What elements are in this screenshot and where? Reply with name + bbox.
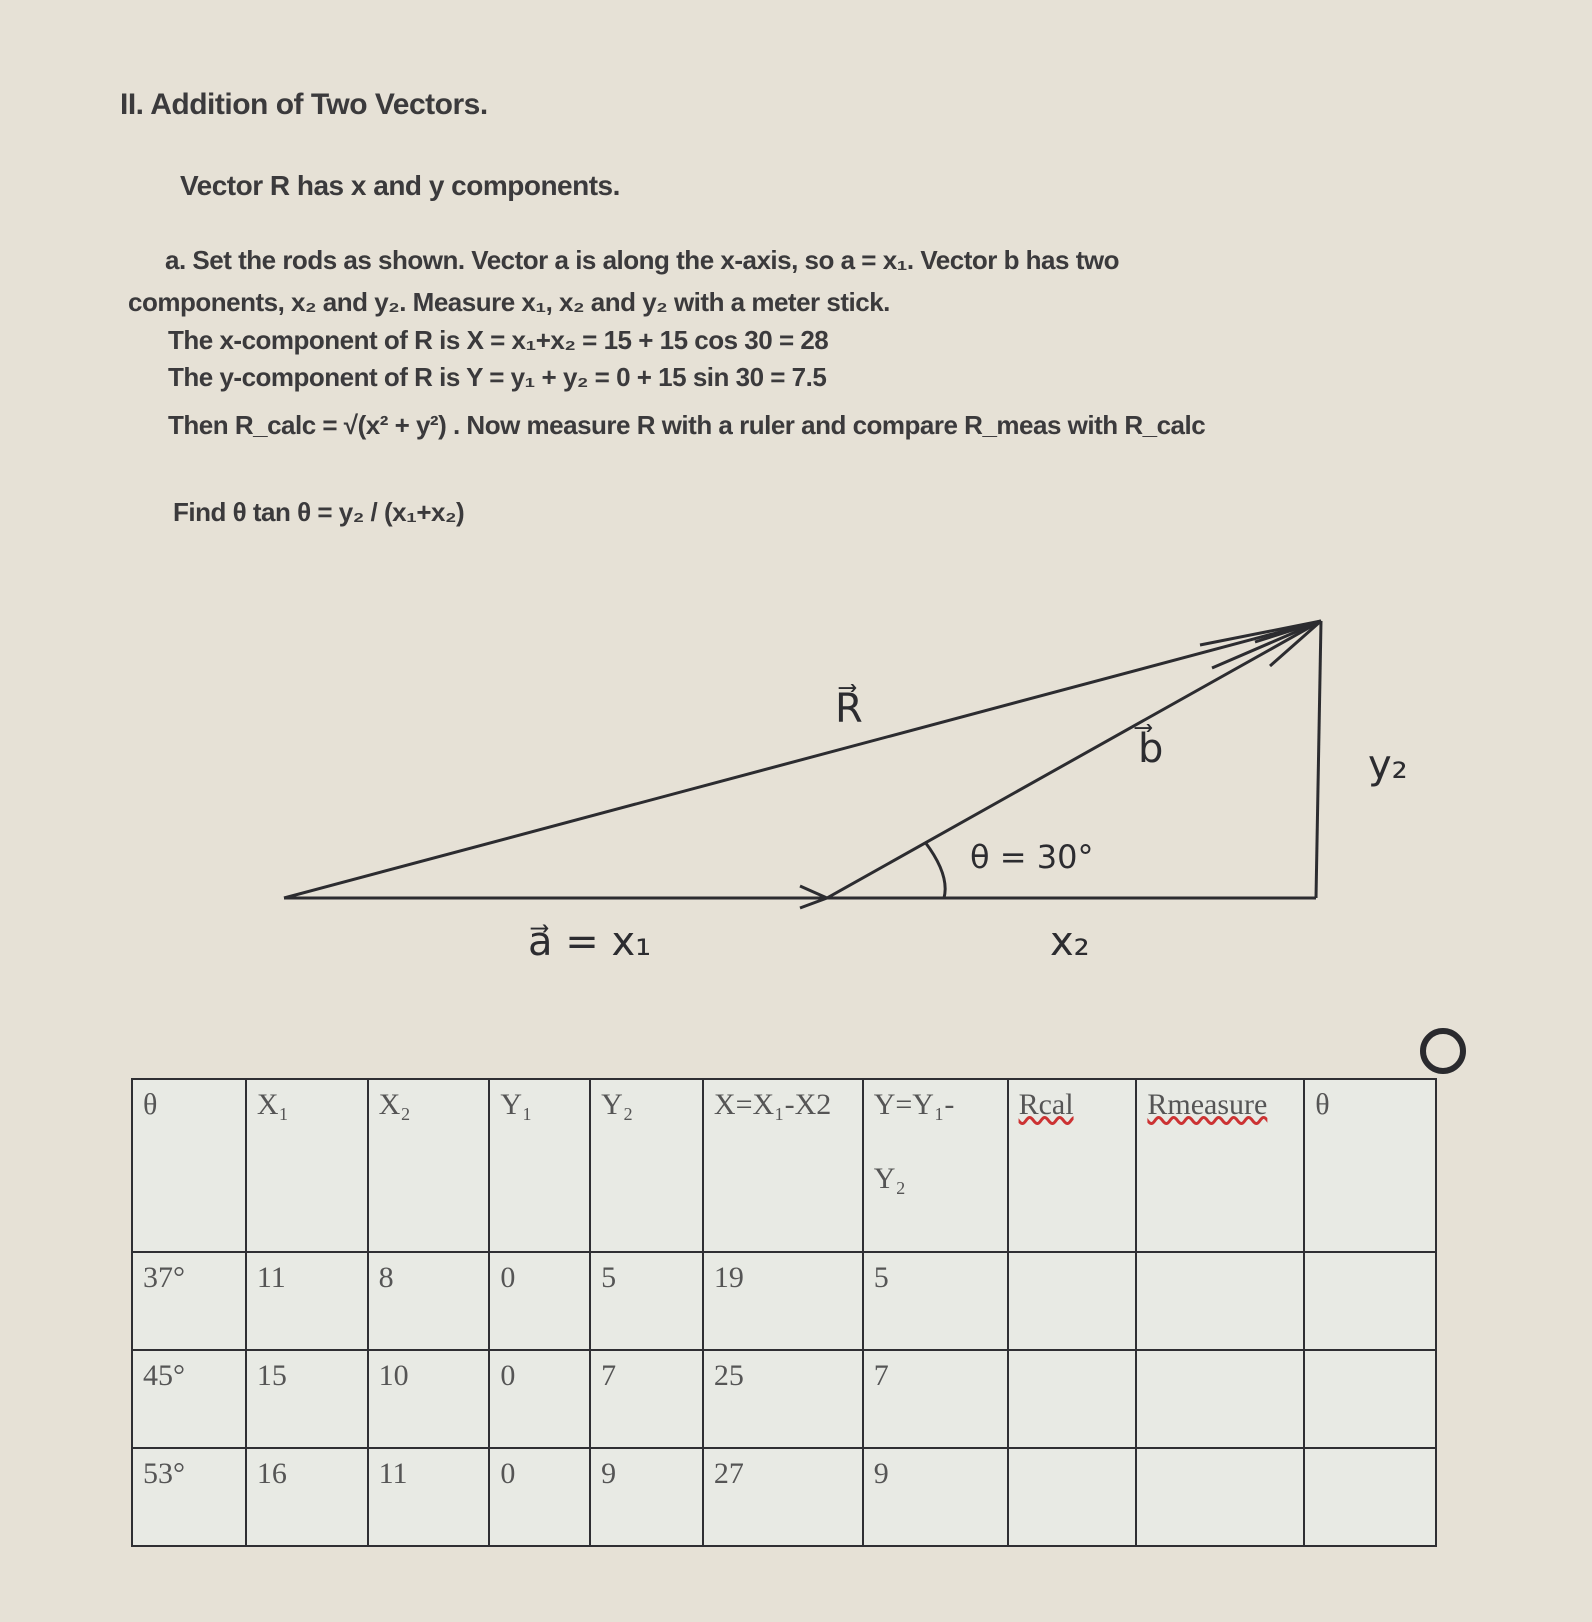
header-cell: X₁ [246, 1079, 368, 1252]
label-theta: θ = 30° [970, 838, 1094, 876]
cell[interactable]: 37° [132, 1252, 246, 1350]
cell[interactable]: 5 [590, 1252, 703, 1350]
cell[interactable]: 9 [590, 1448, 703, 1546]
cell[interactable]: 5 [863, 1252, 1008, 1350]
cell[interactable]: 10 [368, 1350, 490, 1448]
cell[interactable]: 0 [489, 1448, 590, 1546]
subtitle: Vector R has x and y components. [180, 170, 620, 201]
cell[interactable] [1136, 1350, 1304, 1448]
header-cell [1136, 1079, 1304, 1252]
x-component-formula: The x-component of R is X = x₁+x₂ = 15 + 15 cos 30 = 28 [168, 325, 829, 355]
cell[interactable] [1136, 1448, 1304, 1546]
cell[interactable] [1008, 1350, 1137, 1448]
cell[interactable]: 19 [703, 1252, 863, 1350]
cell[interactable]: 16 [246, 1448, 368, 1546]
y2-side [1316, 621, 1321, 898]
label-a: a⃗ = x₁ [528, 919, 652, 965]
label-R: R⃗ [835, 686, 863, 732]
cell[interactable]: 53° [132, 1448, 246, 1546]
header-text-cont: Y₂ [873, 1162, 906, 1195]
cell[interactable]: 11 [368, 1448, 490, 1546]
data-table [131, 1078, 1437, 1547]
header-cell [1008, 1079, 1137, 1252]
header-text: Y=Y₁- [873, 1088, 955, 1121]
header-cell: Y₂ [590, 1079, 703, 1252]
cell[interactable]: 11 [246, 1252, 368, 1350]
cell[interactable] [1008, 1252, 1137, 1350]
vector-R-line [284, 621, 1321, 898]
cell[interactable]: 7 [590, 1350, 703, 1448]
cell[interactable]: 45° [132, 1350, 246, 1448]
cell[interactable]: 0 [489, 1350, 590, 1448]
header-cell: X₂ [368, 1079, 490, 1252]
label-y2: y₂ [1368, 742, 1408, 788]
cell[interactable]: 15 [246, 1350, 368, 1448]
cell[interactable]: 8 [368, 1252, 490, 1350]
header-cell: θ [1304, 1079, 1436, 1252]
cell[interactable] [1304, 1448, 1436, 1546]
theta-arc [925, 842, 945, 898]
cell[interactable] [1304, 1252, 1436, 1350]
cell[interactable] [1008, 1448, 1137, 1546]
header-text: Rcal [1018, 1088, 1074, 1121]
label-x2: x₂ [1050, 919, 1090, 965]
section-title: II. Addition of Two Vectors. [120, 88, 488, 121]
instruction-line: components, x₂ and y₂. Measure x₁, x₂ and y₂ with a meter stick. [128, 287, 890, 317]
cell[interactable]: 9 [863, 1448, 1008, 1546]
header-cell: Y₁ [489, 1079, 590, 1252]
table-row [132, 1350, 1436, 1448]
table-row [132, 1448, 1436, 1546]
rcalc-formula: Then R_calc = √(x² + y²) . Now measure R with a ruler and compare R_meas with R_calc [168, 410, 1206, 440]
label-b: b⃗ [1138, 726, 1164, 772]
table-header-row [132, 1079, 1436, 1252]
instruction-line: a. Set the rods as shown. Vector a is along the x-axis, so a = x₁. Vector b has two [165, 245, 1119, 275]
find-theta-formula: Find θ tan θ = y₂ / (x₁+x₂) [173, 497, 465, 527]
cell[interactable]: 0 [489, 1252, 590, 1350]
header-cell: θ [132, 1079, 246, 1252]
header-cell [863, 1079, 1008, 1252]
table-row [132, 1252, 1436, 1350]
cell[interactable]: 25 [703, 1350, 863, 1448]
cell[interactable]: 27 [703, 1448, 863, 1546]
y-component-formula: The y-component of R is Y = y₁ + y₂ = 0 + 15 sin 30 = 7.5 [168, 362, 827, 392]
cell[interactable] [1136, 1252, 1304, 1350]
header-cell: X=X₁-X2 [703, 1079, 863, 1252]
cell[interactable] [1304, 1350, 1436, 1448]
circle-mark [1420, 1028, 1466, 1074]
cell[interactable]: 7 [863, 1350, 1008, 1448]
header-text: Rmeasure [1147, 1088, 1268, 1121]
